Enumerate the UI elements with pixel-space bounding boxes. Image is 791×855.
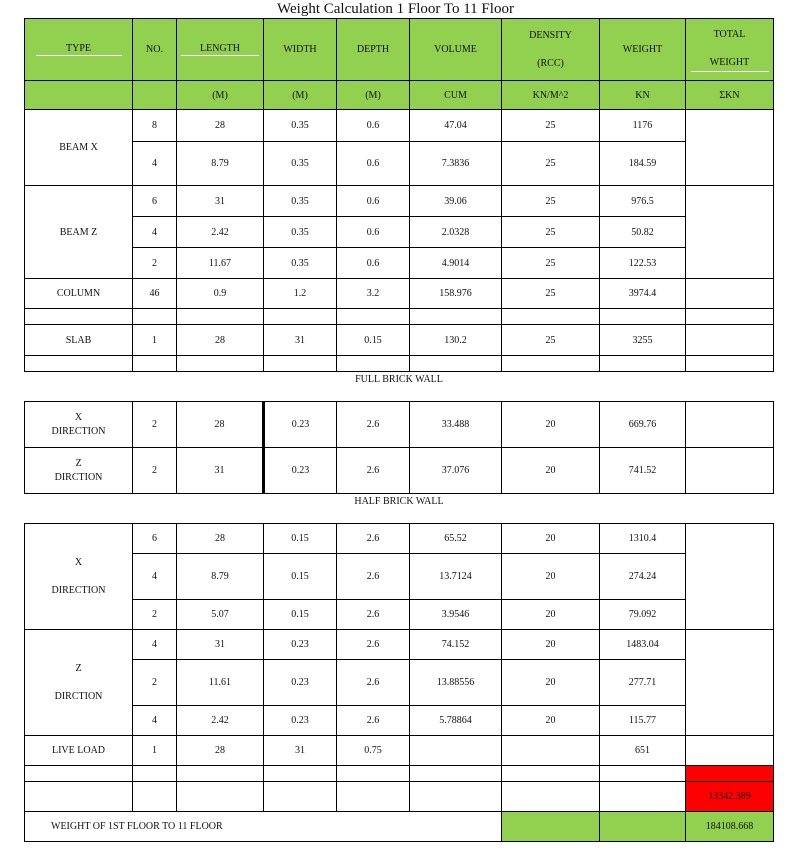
cell-density: 25 — [502, 279, 600, 309]
cell-depth: 0.6 — [337, 248, 410, 279]
cell-total — [686, 448, 774, 494]
cell-total — [686, 110, 774, 186]
cell-density: 20 — [502, 554, 600, 600]
cell-volume: 39.06 — [410, 186, 502, 217]
cell-volume: 130.2 — [410, 325, 502, 356]
sheet-title: Weight Calculation 1 Floor To 11 Floor — [277, 1, 514, 17]
table-row — [25, 402, 774, 448]
header-density: DENSITY (RCC) — [502, 19, 600, 81]
cell-width: 0.15 — [264, 524, 337, 554]
footer-green-1 — [502, 812, 600, 842]
cell-volume: 37.076 — [410, 448, 502, 494]
cell-weight: 741.52 — [600, 448, 686, 494]
cell-no: 2 — [133, 248, 177, 279]
table-row — [25, 706, 774, 736]
cell-depth: 2.6 — [337, 402, 410, 448]
group-hb-x-direction: X DIRECTION — [25, 524, 133, 630]
table-row — [25, 448, 774, 494]
table-row — [25, 524, 774, 554]
spacer-row — [25, 309, 774, 325]
cell-width: 0.23 — [264, 660, 337, 706]
table-row — [25, 248, 774, 279]
cell-length: 2.42 — [177, 706, 264, 736]
cell-no: 1 — [133, 736, 177, 766]
cell-length: 8.79 — [177, 554, 264, 600]
cell-density: 20 — [502, 448, 600, 494]
cell-no: 8 — [133, 110, 177, 142]
cell-no: 6 — [133, 524, 177, 554]
cell-width: 0.15 — [264, 554, 337, 600]
footer-green-2 — [600, 812, 686, 842]
cell-depth: 2.6 — [337, 630, 410, 660]
header-weight: WEIGHT — [600, 19, 686, 81]
table-row — [25, 736, 774, 766]
cell-volume: 4.9014 — [410, 248, 502, 279]
cell-depth: 3.2 — [337, 279, 410, 309]
cell-weight: 669.76 — [600, 402, 686, 448]
cell-length: 5.07 — [177, 600, 264, 630]
cell-depth: 0.6 — [337, 142, 410, 186]
group-slab: SLAB — [25, 325, 133, 356]
section-half-brick-wall: HALF BRICK WALL — [25, 494, 774, 510]
cell-length: 28 — [177, 325, 264, 356]
cell-depth: 0.75 — [337, 736, 410, 766]
header-row — [25, 19, 774, 81]
cell-density: 20 — [502, 630, 600, 660]
cell-weight: 50.82 — [600, 217, 686, 248]
weight-table — [24, 18, 774, 842]
cell-density — [502, 736, 600, 766]
cell-width: 0.23 — [264, 630, 337, 660]
cell-density: 20 — [502, 600, 600, 630]
cell-weight: 1310.4 — [600, 524, 686, 554]
cell-width: 0.35 — [264, 142, 337, 186]
header-type: TYPE — [25, 19, 133, 81]
cell-density: 20 — [502, 402, 600, 448]
cell-width: 0.23 — [264, 448, 337, 494]
group-live-load: LIVE LOAD — [25, 736, 133, 766]
units-row — [25, 81, 774, 110]
header-width: WIDTH — [264, 19, 337, 81]
cell-length: 28 — [177, 524, 264, 554]
cell-weight: 1483.04 — [600, 630, 686, 660]
cell-depth: 2.6 — [337, 554, 410, 600]
cell-no: 46 — [133, 279, 177, 309]
cell-weight: 651 — [600, 736, 686, 766]
section-row — [25, 494, 774, 510]
cell-length: 31 — [177, 630, 264, 660]
cell-length: 31 — [177, 448, 264, 494]
units-total: ΣKN — [686, 81, 774, 110]
spacer-row — [25, 510, 774, 524]
cell-density: 25 — [502, 142, 600, 186]
cell-length: 28 — [177, 110, 264, 142]
cell-no: 2 — [133, 448, 177, 494]
group-beam-z: BEAM Z — [25, 186, 133, 279]
units-length: (M) — [177, 81, 264, 110]
cell-total — [686, 736, 774, 766]
footer-row — [25, 812, 774, 842]
footer-label: WEIGHT OF 1ST FLOOR TO 11 FLOOR — [25, 812, 502, 842]
cell-depth: 2.6 — [337, 448, 410, 494]
table-row — [25, 279, 774, 309]
cell-density: 20 — [502, 706, 600, 736]
group-fb-x-direction: X DIRECTION — [25, 402, 133, 448]
table-row — [25, 217, 774, 248]
cell-total — [686, 325, 774, 356]
cell-no: 4 — [133, 142, 177, 186]
cell-volume: 7.3836 — [410, 142, 502, 186]
table-row — [25, 186, 774, 217]
cell-density: 20 — [502, 524, 600, 554]
cell-depth: 2.6 — [337, 706, 410, 736]
cell-weight: 115.77 — [600, 706, 686, 736]
table-row — [25, 660, 774, 706]
cell-weight: 79.092 — [600, 600, 686, 630]
cell-no: 4 — [133, 217, 177, 248]
cell-total — [686, 279, 774, 309]
cell-length: 2.42 — [177, 217, 264, 248]
cell-density: 25 — [502, 325, 600, 356]
cell-weight: 122.53 — [600, 248, 686, 279]
cell-length: 31 — [177, 186, 264, 217]
cell-no: 2 — [133, 402, 177, 448]
cell-weight: 976.5 — [600, 186, 686, 217]
cell-total — [686, 402, 774, 448]
cell-width: 31 — [264, 736, 337, 766]
table-row — [25, 554, 774, 600]
cell-depth: 2.6 — [337, 524, 410, 554]
cell-density: 25 — [502, 110, 600, 142]
cell-volume: 13.88556 — [410, 660, 502, 706]
header-total: TOTAL WEIGHT — [686, 19, 774, 81]
units-weight: KN — [600, 81, 686, 110]
cell-volume: 33.488 — [410, 402, 502, 448]
units-type — [25, 81, 133, 110]
cell-weight: 3255 — [600, 325, 686, 356]
cell-weight: 1176 — [600, 110, 686, 142]
cell-volume: 3.9546 — [410, 600, 502, 630]
units-density: KN/M^2 — [502, 81, 600, 110]
total-row — [25, 782, 774, 812]
footer-value: 184108.668 — [686, 812, 774, 842]
cell-no: 2 — [133, 660, 177, 706]
cell-density: 25 — [502, 186, 600, 217]
cell-no: 4 — [133, 554, 177, 600]
cell-volume: 65.52 — [410, 524, 502, 554]
cell-depth: 0.15 — [337, 325, 410, 356]
cell-volume: 5.78864 — [410, 706, 502, 736]
table-row — [25, 110, 774, 142]
cell-length: 0.9 — [177, 279, 264, 309]
group-beam-x: BEAM X — [25, 110, 133, 186]
cell-length: 28 — [177, 736, 264, 766]
spacer-row — [25, 356, 774, 372]
units-no — [133, 81, 177, 110]
cell-density: 20 — [502, 660, 600, 706]
cell-width: 0.35 — [264, 248, 337, 279]
cell-volume: 13.7124 — [410, 554, 502, 600]
spacer-row — [25, 388, 774, 402]
units-width: (M) — [264, 81, 337, 110]
cell-total — [686, 630, 774, 736]
cell-depth: 0.6 — [337, 110, 410, 142]
header-volume: VOLUME — [410, 19, 502, 81]
cell-total — [686, 186, 774, 279]
spacer-row — [25, 766, 774, 782]
cell-total — [686, 524, 774, 630]
cell-depth: 0.6 — [337, 186, 410, 217]
cell-no: 4 — [133, 706, 177, 736]
cell-volume: 74.152 — [410, 630, 502, 660]
cell-weight: 3974.4 — [600, 279, 686, 309]
cell-weight: 274.24 — [600, 554, 686, 600]
cell-no: 1 — [133, 325, 177, 356]
cell-width: 0.35 — [264, 186, 337, 217]
cell-width: 0.35 — [264, 217, 337, 248]
units-depth: (M) — [337, 81, 410, 110]
cell-length: 28 — [177, 402, 264, 448]
cell-volume: 47.04 — [410, 110, 502, 142]
cell-length: 11.67 — [177, 248, 264, 279]
cell-no: 4 — [133, 630, 177, 660]
cell-length: 8.79 — [177, 142, 264, 186]
table-row — [25, 325, 774, 356]
cell-density: 25 — [502, 248, 600, 279]
cell-weight: 184.59 — [600, 142, 686, 186]
cell-volume: 2.0328 — [410, 217, 502, 248]
table-row — [25, 630, 774, 660]
section-row — [25, 372, 774, 388]
cell-weight: 277.71 — [600, 660, 686, 706]
group-column: COLUMN — [25, 279, 133, 309]
section-full-brick-wall: FULL BRICK WALL — [25, 372, 774, 388]
header-length: LENGTH — [177, 19, 264, 81]
cell-depth: 2.6 — [337, 600, 410, 630]
group-hb-z-direction: Z DIRCTION — [25, 630, 133, 736]
header-no: NO. — [133, 19, 177, 81]
cell-width: 0.23 — [264, 706, 337, 736]
table-row — [25, 142, 774, 186]
cell-width: 1.2 — [264, 279, 337, 309]
cell-length: 11.61 — [177, 660, 264, 706]
total-weight-value: 13342.389 — [686, 782, 774, 812]
cell-depth: 2.6 — [337, 660, 410, 706]
cell-width: 0.15 — [264, 600, 337, 630]
header-depth: DEPTH — [337, 19, 410, 81]
cell-no: 6 — [133, 186, 177, 217]
cell-volume: 158.976 — [410, 279, 502, 309]
cell-no: 2 — [133, 600, 177, 630]
cell-density: 25 — [502, 217, 600, 248]
cell-volume — [410, 736, 502, 766]
cell-width: 0.23 — [264, 402, 337, 448]
units-volume: CUM — [410, 81, 502, 110]
cell-width: 0.35 — [264, 110, 337, 142]
table-row — [25, 600, 774, 630]
group-fb-z-direction: Z DIRCTION — [25, 448, 133, 494]
cell-depth: 0.6 — [337, 217, 410, 248]
cell-width: 31 — [264, 325, 337, 356]
